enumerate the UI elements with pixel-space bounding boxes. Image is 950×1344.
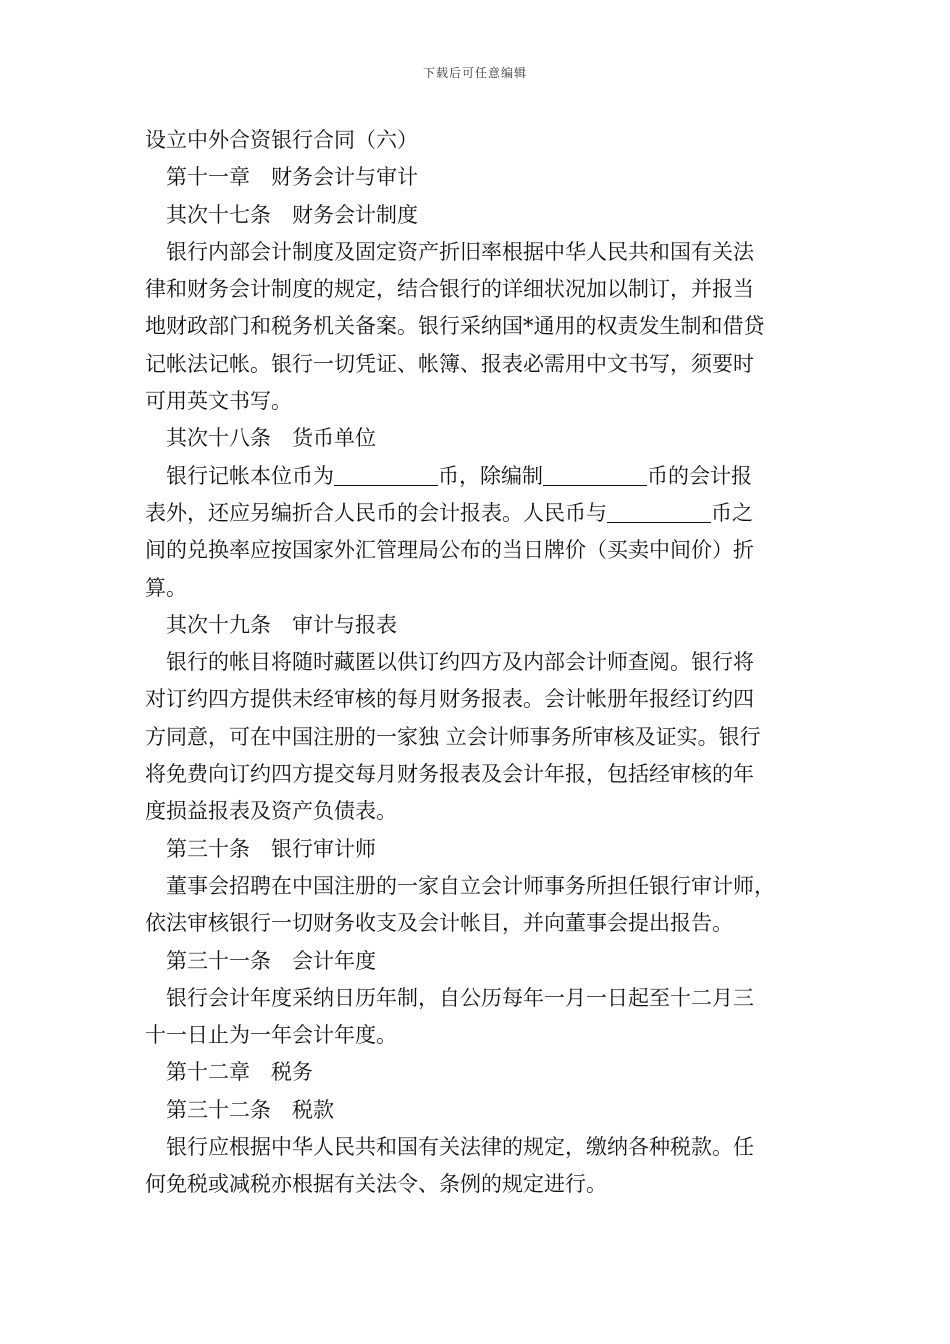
paragraph-line: 地财政部门和税务机关备案。银行采纳国*通用的权责发生制和借贷 [145,314,765,339]
paragraph-text: 银行记帐本位币为 [166,463,334,488]
paragraph-line: 依法审核银行一切财务收支及会计帐目，并向董事会提出报告。 [145,911,733,936]
paragraph-line: 银行会计年度采纳日历年制，自公历每年一月一日起至十二月三 [166,985,754,1010]
paragraph-line: 度损益报表及资产负债表。 [145,799,397,824]
fill-in-blank[interactable] [334,465,438,486]
header-note: 下载后可任意编辑 [422,66,527,80]
article-heading: 其次十九条 审计与报表 [166,612,397,637]
article-heading: 第三十一条 会计年度 [166,948,376,973]
paragraph-line: 银行内部会计制度及固定资产折旧率根据中华人民共和国有关法 [166,239,754,264]
paragraph-text: 币的会计报 [647,463,752,488]
paragraph-text: 表外，还应另编折合人民币的会计报表。人民币与 [145,500,607,525]
article-heading: 其次十八条 货币单位 [166,426,376,451]
fill-in-blank[interactable] [543,465,647,486]
paragraph-line: 对订约四方提供未经审核的每月财务报表。会计帐册年报经订约四 [145,687,754,712]
article-heading: 其次十七条 财务会计制度 [166,202,418,227]
paragraph-line: 律和财务会计制度的规定，结合银行的详细状况加以制订，并报当 [145,277,754,302]
paragraph-line: 银行的帐目将随时藏匿以供订约四方及内部会计师查阅。银行将 [166,650,754,675]
paragraph-line [145,458,811,495]
document-body [145,122,811,1204]
paragraph-text: 币之 [711,500,753,525]
paragraph-line: 将免费向订约四方提交每月财务报表及会计年报，包括经审核的年 [145,762,754,787]
chapter-heading: 第十二章 税务 [166,1060,313,1085]
chapter-heading: 第十一章 财务会计与审计 [166,165,418,190]
paragraph-text: 币，除编制 [438,463,543,488]
paragraph-line: 记帐法记帐。银行一切凭证、帐簿、报表必需用中文书写，须要时 [145,351,754,376]
paragraph-line: 银行应根据中华人民共和国有关法律的规定，缴纳各种税款。任 [166,1135,754,1160]
paragraph-line: 董事会招聘在中国注册的一家自立会计师事务所担任银行审计师， [166,873,775,898]
paragraph-line: 算。 [145,575,187,600]
fill-in-blank[interactable] [607,502,711,523]
article-heading: 第三十二条 税款 [166,1097,334,1122]
paragraph-line: 何免税或减税亦根据有关法令、条例的规定进行。 [145,1172,607,1197]
document-title: 设立中外合资银行合同（六） [145,128,418,152]
article-heading: 第三十条 银行审计师 [166,836,376,861]
paragraph-line: 间的兑换率应按国家外汇管理局公布的当日牌价（买卖中间价）折 [145,538,754,563]
paragraph-line: 可用英文书写。 [145,389,292,414]
paragraph-line: 十一日止为一年会计年度。 [145,1023,397,1048]
paragraph-line: 方同意，可在中国注册的一家独 立会计师事务所审核及证实。银行 [145,724,761,749]
paragraph-line [145,495,811,532]
